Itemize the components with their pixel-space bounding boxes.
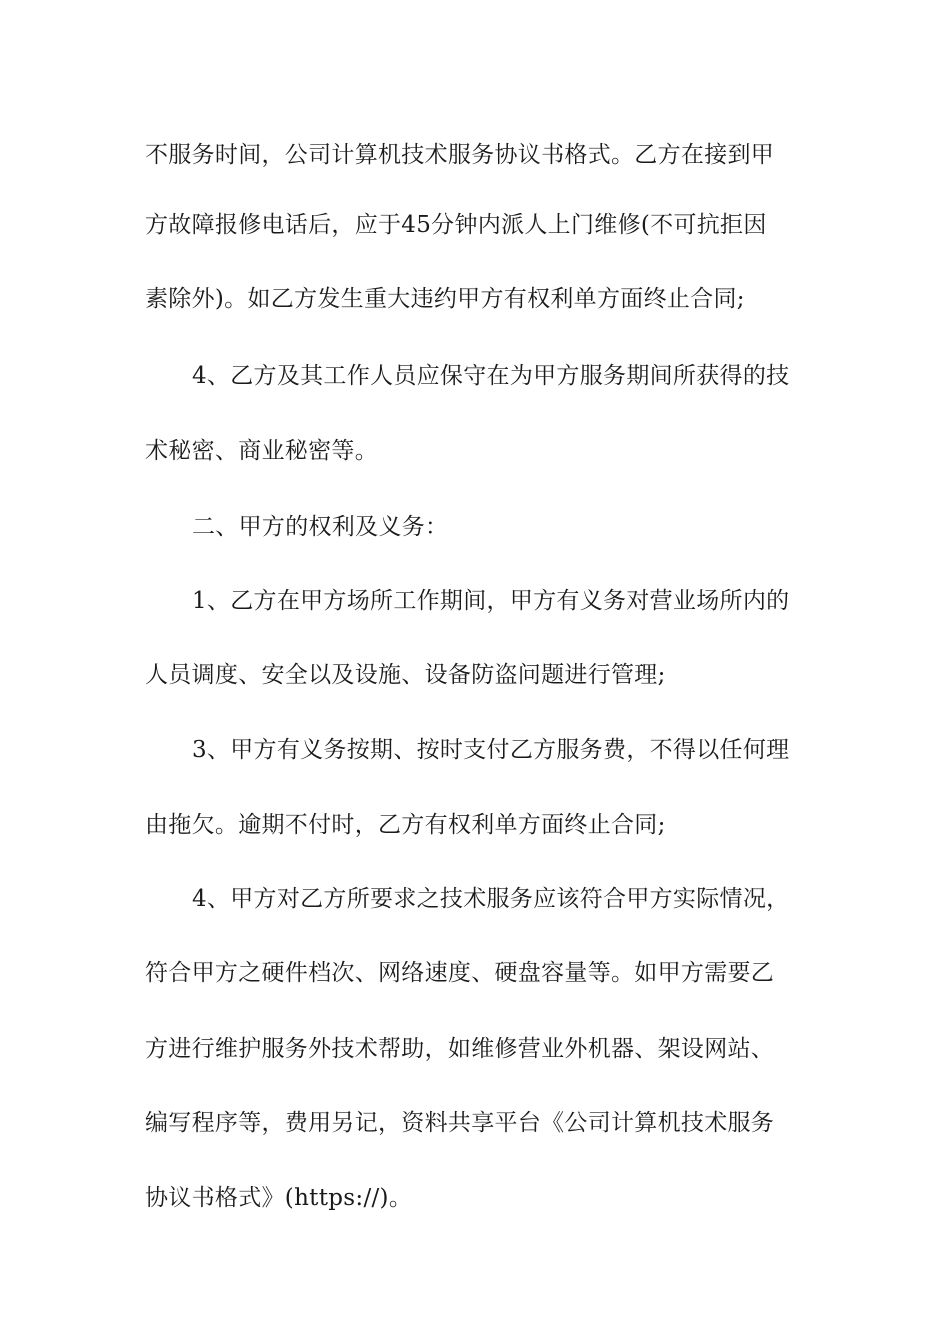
text-line: 3、甲方有义务按期、按时支付乙方服务费，不得以任何理 <box>192 737 790 763</box>
text-line: 由拖欠。逾期不付时，乙方有权利单方面终止合同; <box>145 812 666 838</box>
text-line: 符合甲方之硬件档次、网络速度、硬盘容量等。如甲方需要乙 <box>145 960 775 986</box>
text-line: 方进行维护服务外技术帮助，如维修营业外机器、架设网站、 <box>145 1036 775 1062</box>
text-line: 协议书格式》(https://)。 <box>145 1185 413 1211</box>
text-line: 术秘密、商业秘密等。 <box>145 438 378 464</box>
section-heading: 二、甲方的权利及义务： <box>192 514 449 540</box>
text-line: 4、乙方及其工作人员应保守在为甲方服务期间所获得的技 <box>192 363 790 389</box>
text-line: 1、乙方在甲方场所工作期间，甲方有义务对营业场所内的 <box>192 588 790 614</box>
text-line: 方故障报修电话后，应于45分钟内派人上门维修(不可抗拒因 <box>145 212 767 238</box>
text-line: 编写程序等，费用另记，资料共享平台《公司计算机技术服务 <box>145 1110 775 1136</box>
text-line: 4、甲方对乙方所要求之技术服务应该符合甲方实际情况， <box>192 886 790 912</box>
text-line: 素除外)。如乙方发生重大违约甲方有权利单方面终止合同; <box>145 286 745 312</box>
text-line: 人员调度、安全以及设施、设备防盗问题进行管理; <box>145 662 666 688</box>
text-line: 不服务时间，公司计算机技术服务协议书格式。乙方在接到甲 <box>145 142 775 168</box>
